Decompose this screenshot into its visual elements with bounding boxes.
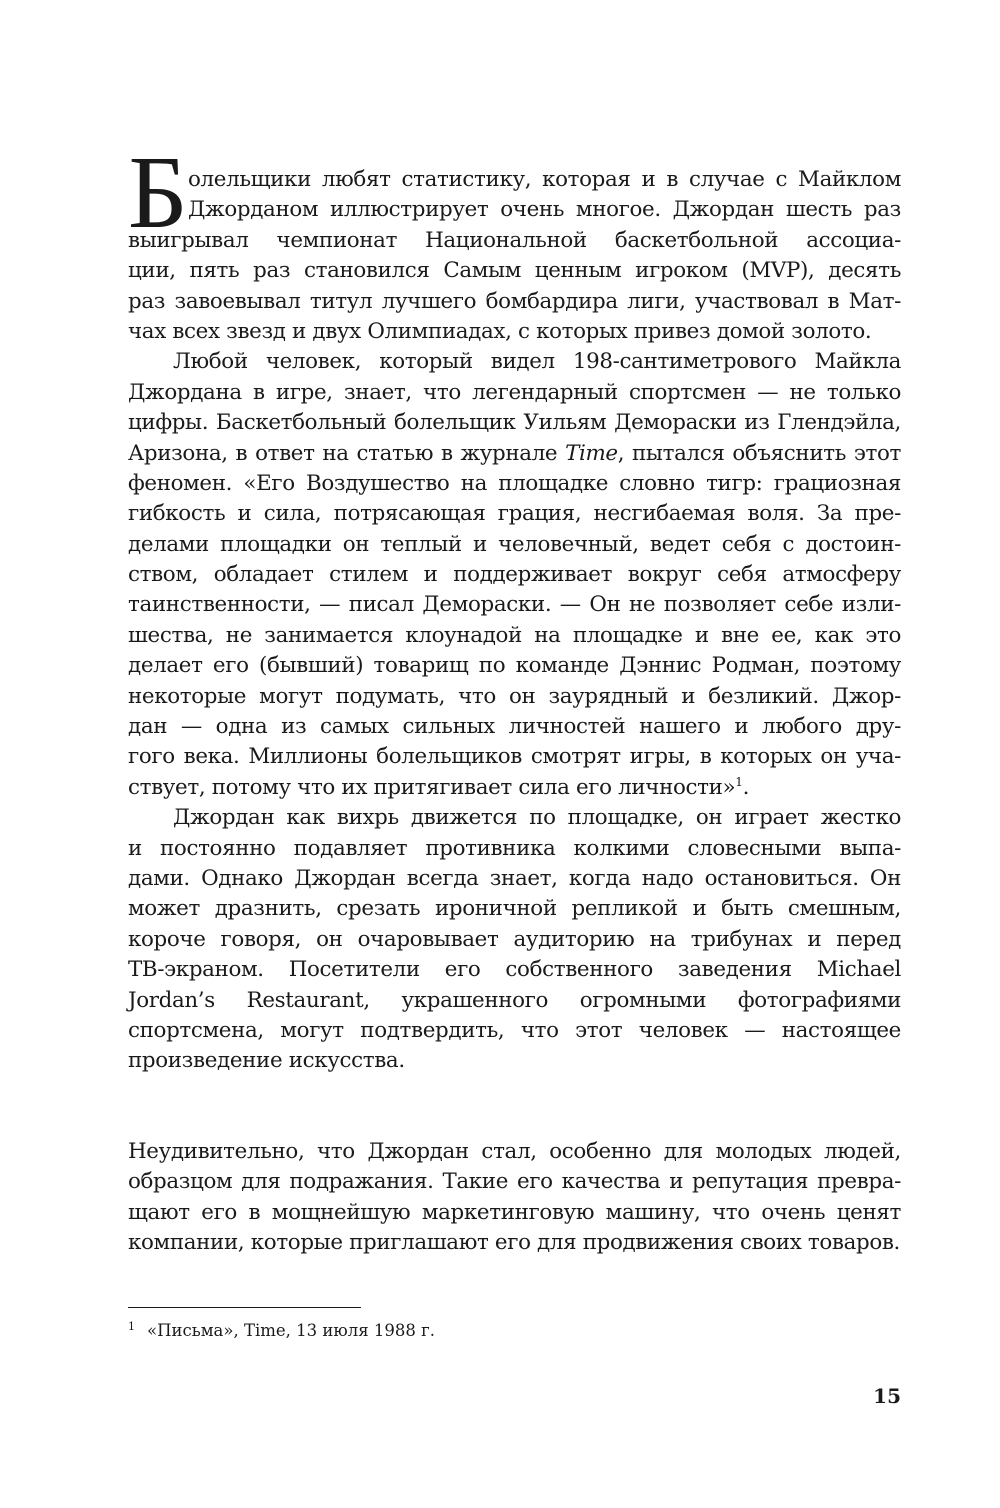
line-text: ствует, потому что их притягивает сила его личности» xyxy=(128,774,736,800)
text-line: чах всех звезд и двух Олимпиадах, с которых привез домой золото. xyxy=(128,318,872,344)
line-text: , пытался объяснить этот xyxy=(617,440,901,466)
text-line: Джордана в игре, знает, что легендарный спортсмен — не только xyxy=(128,379,901,405)
text-line: дами. Однако Джордан всегда знает, когда надо остановиться. Он xyxy=(128,865,901,891)
text-line: некоторые могут подумать, что он заурядный и безликий. Джор- xyxy=(128,683,901,709)
text-line: ции, пять раз становился Самым ценным игроком (MVP), десять xyxy=(128,258,901,284)
text-line: щают его в мощнейшую маркетинговую машину, что очень ценят xyxy=(128,1199,901,1225)
text-line: образцом для подражания. Такие его качества и репутация превра- xyxy=(128,1169,901,1195)
main-text-block xyxy=(128,165,901,1077)
text-line: делает его (бывший) товарищ по команде Дэннис Родман, поэтому xyxy=(128,653,901,679)
text-line: ТВ-экраном. Посетители его собственного заведения Michael xyxy=(128,957,901,983)
text-line: компании, которые приглашают его для продвижения своих товаров. xyxy=(128,1230,900,1256)
text-line: может дразнить, срезать ироничной репликой и быть смешным, xyxy=(128,896,901,922)
text-line: спортсмена, могут подтвердить, что этот человек — настоящее xyxy=(128,1017,901,1043)
footnote-separator xyxy=(128,1307,361,1308)
footnote xyxy=(128,1320,435,1342)
text-line: цифры. Баскетбольный болельщик Уильям Демораски из Глендэйла, xyxy=(128,410,901,436)
text-line: делами площадки он теплый и человечный, ведет себя с достоин- xyxy=(128,531,901,557)
text-line: шества, не занимается клоунадой на площадке и вне ее, как это xyxy=(128,622,901,648)
closing-paragraph xyxy=(128,1137,901,1259)
text-line: таинственности, — писал Демораски. — Он не позволяет себе изли- xyxy=(128,592,901,618)
text-line: феномен. «Его Воздушество на площадке словно тигр: грациозная xyxy=(128,470,901,496)
text-line: выигрывал чемпионат Национальной баскетбольной ассоциа- xyxy=(128,227,901,253)
footnote-text: «Письма», Time, 13 июля 1988 г. xyxy=(147,1321,436,1340)
page-number: 15 xyxy=(873,1384,901,1408)
footnote-reference: 1 xyxy=(735,774,743,789)
text-line: Джорданом иллюстрирует очень многое. Джордан шесть раз xyxy=(188,197,901,223)
drop-cap-letter: Б xyxy=(128,135,188,250)
text-line: олельщики любят статистику, которая и в случае с Майклом xyxy=(188,167,901,192)
line-text: . xyxy=(742,774,750,800)
text-line: раз завоевывал титул лучшего бомбардира лиги, участвовал в Мат- xyxy=(128,288,901,314)
text-line xyxy=(128,439,901,469)
text-line: Jordan’s Restaurant, украшенного огромными фотографиями xyxy=(128,987,901,1013)
text-line: Джордан как вихрь движется по площадке, он играет жестко xyxy=(173,805,901,831)
text-line: короче говоря, он очаровывает аудиторию на трибунах и перед xyxy=(128,926,901,952)
text-line: гибкость и сила, потрясающая грация, несгибаемая воля. За пре- xyxy=(128,501,901,527)
magazine-title: Time xyxy=(565,440,618,466)
text-line: и постоянно подавляет противника колкими словесными выпа- xyxy=(128,835,901,861)
text-line xyxy=(128,773,901,803)
line-text: Аризона, в ответ на статью в журнале xyxy=(128,440,566,466)
text-line: Неудивительно, что Джордан стал, особенно для молодых людей, xyxy=(128,1139,901,1164)
text-line: дан — одна из самых сильных личностей нашего и любого дру- xyxy=(128,714,901,740)
text-line: гого века. Миллионы болельщиков смотрят игры, в которых он уча- xyxy=(128,744,901,770)
text-line: Любой человек, который видел 198-сантиметрового Майкла xyxy=(173,349,901,375)
footnote-mark: 1 xyxy=(128,1319,135,1333)
text-line: ством, обладает стилем и поддерживает вокруг себя атмосферу xyxy=(128,562,901,588)
text-line: произведение искусства. xyxy=(128,1048,405,1074)
